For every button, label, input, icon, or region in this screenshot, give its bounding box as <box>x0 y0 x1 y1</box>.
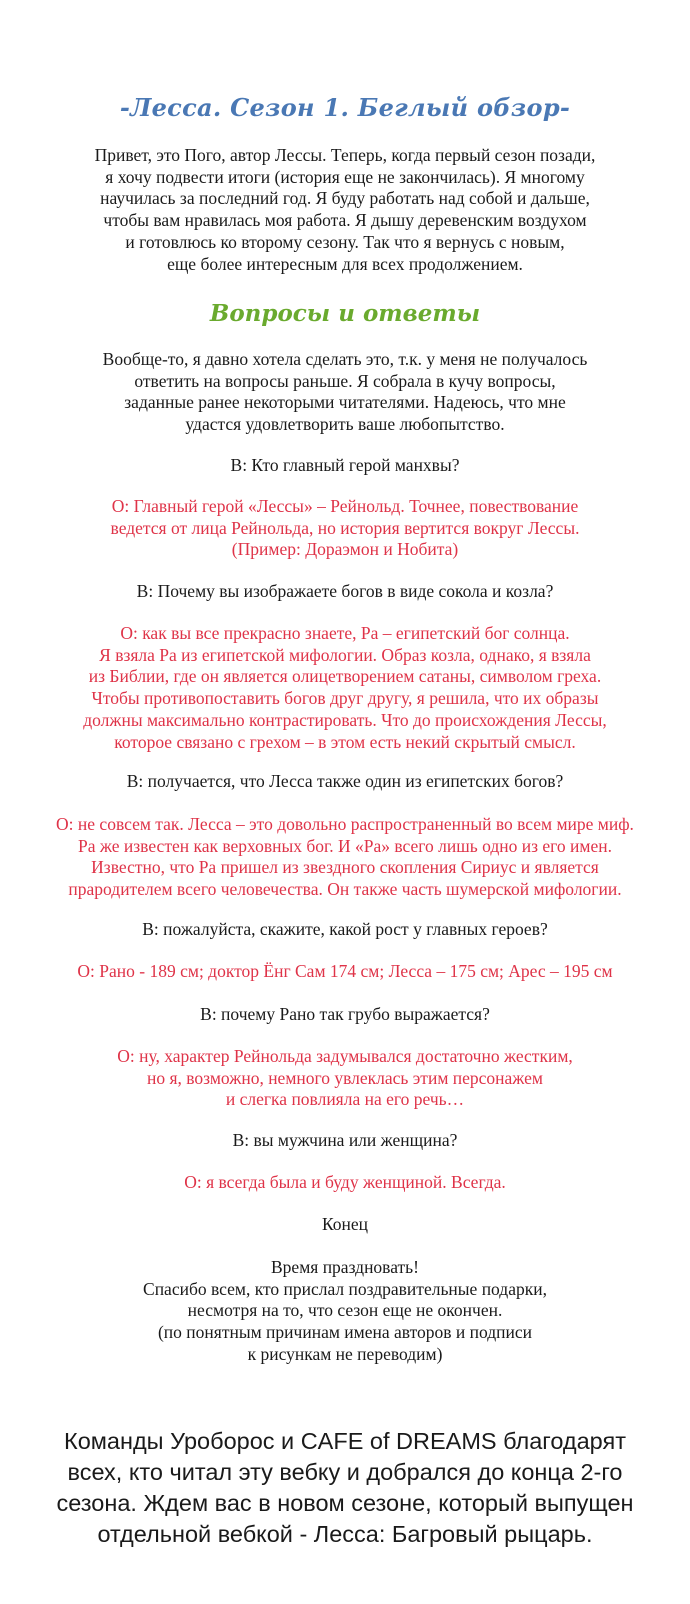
question-3: В: получается, что Лесса также один из египетских богов? <box>126 771 564 791</box>
translator-footer <box>0 1426 690 1550</box>
footer-line: сезона. Ждем вас в новом сезоне, который выпущен <box>56 1490 634 1516</box>
celebrate-line: Время праздновать! <box>271 1257 419 1277</box>
answer-line: должны максимально контрастировать. Что до происхождения Лессы, <box>83 709 607 730</box>
answer-line: (Пример: Дораэмон и Нобита) <box>231 539 459 560</box>
page-title: -Лесса. Сезон 1. Беглый обзор- <box>119 93 571 122</box>
answer-line: но я, возможно, немного увлеклась этим персонажем <box>147 1067 543 1088</box>
qa-section-title: Вопросы и ответы <box>209 300 481 327</box>
answer-line: О: Главный герой «Лессы» – Рейнольд. Точнее, повествование <box>111 496 579 516</box>
question-2: В: Почему вы изображаете богов в виде сокола и козла? <box>136 581 554 601</box>
answer-line: которое связано с грехом – в этом есть некий скрытый смысл. <box>114 731 576 752</box>
answer-line: ведется от лица Рейнольда, но история вертится вокруг Лессы. <box>110 517 580 538</box>
celebrate-line: Спасибо всем, кто прислал поздравительные подарки, <box>143 1278 547 1299</box>
qa-intro-line: удастся удовлетворить ваше любопытство. <box>185 414 505 435</box>
footer-line: всех, кто читал эту вебку и добрался до конца 2-го <box>67 1459 623 1485</box>
answer-6 <box>0 1172 690 1194</box>
answer-line: Я взяла Ра из египетской мифологии. Образ козла, однако, я взяла <box>99 644 591 665</box>
intro-line: научилась за последний год. Я буду работать над собой и дальше, <box>100 188 590 209</box>
footer-line: отдельной вебкой - Лесса: Багровый рыцарь. <box>97 1521 593 1547</box>
answer-line: Ра же известен как верховных бог. И «Ра» всего лишь одно из его имен. <box>78 835 612 856</box>
answer-2 <box>0 623 690 753</box>
end-label: Конец <box>321 1214 369 1234</box>
intro-paragraph <box>0 145 690 275</box>
answer-3 <box>0 814 690 901</box>
answer-line: из Библии, где он является олицетворением сатаны, символом греха. <box>88 666 602 687</box>
qa-intro-line: заданные ранее некоторыми читателями. Надеюсь, что мне <box>124 392 566 413</box>
qa-intro-paragraph <box>0 349 690 436</box>
qa-intro-line: ответить на вопросы раньше. Я собрала в кучу вопросы, <box>134 370 556 391</box>
answer-line: О: Рано - 189 см; доктор Ёнг Сам 174 см; Лесса – 175 см; Арес – 195 см <box>77 961 613 981</box>
intro-line: и готовлюсь ко второму сезону. Так что я вернусь с новым, <box>125 231 565 252</box>
celebrate-paragraph <box>0 1257 690 1366</box>
intro-line: я хочу подвести итоги (история еще не закончилась). Я многому <box>105 166 585 187</box>
answer-line: прародителем всего человечества. Он также часть шумерской мифологии. <box>68 879 622 900</box>
answer-5 <box>0 1046 690 1111</box>
answer-line: и слегка повлияла на его речь… <box>225 1089 465 1110</box>
question-1: В: Кто главный герой манхвы? <box>230 455 460 475</box>
question-4: В: пожалуйста, скажите, какой рост у главных героев? <box>142 919 548 939</box>
question-6: В: вы мужчина или женщина? <box>232 1130 458 1150</box>
footer-line: Команды Уроборос и CAFE of DREAMS благодарят <box>64 1428 626 1454</box>
answer-4 <box>0 961 690 983</box>
answer-1 <box>0 496 690 561</box>
answer-line: О: не совсем так. Лесса – это довольно распространенный во всем мире миф. <box>56 814 634 834</box>
celebrate-line: к рисункам не переводим) <box>247 1343 443 1364</box>
celebrate-line: несмотря на то, что сезон еще не окончен. <box>187 1300 503 1321</box>
answer-line: О: как вы все прекрасно знаете, Ра – египетский бог солнца. <box>120 623 570 643</box>
answer-line: Известно, что Ра пришел из звездного скопления Сириус и является <box>91 857 599 878</box>
intro-line: Привет, это Пого, автор Лессы. Теперь, когда первый сезон позади, <box>94 145 596 165</box>
answer-line: Чтобы противопоставить богов друг другу, я решила, что их образы <box>91 688 599 709</box>
answer-line: О: я всегда была и буду женщиной. Всегда. <box>184 1172 506 1192</box>
answer-line: О: ну, характер Рейнольда задумывался достаточно жестким, <box>117 1046 573 1066</box>
celebrate-line: (по понятным причинам имена авторов и подписи <box>157 1322 533 1343</box>
intro-line: еще более интересным для всех продолжением. <box>167 253 523 274</box>
qa-intro-line: Вообще-то, я давно хотела сделать это, т.к. у меня не получалось <box>102 349 588 369</box>
question-5: В: почему Рано так грубо выражается? <box>200 1004 490 1024</box>
intro-line: чтобы вам нравилась моя работа. Я дышу деревенским воздухом <box>103 210 587 231</box>
